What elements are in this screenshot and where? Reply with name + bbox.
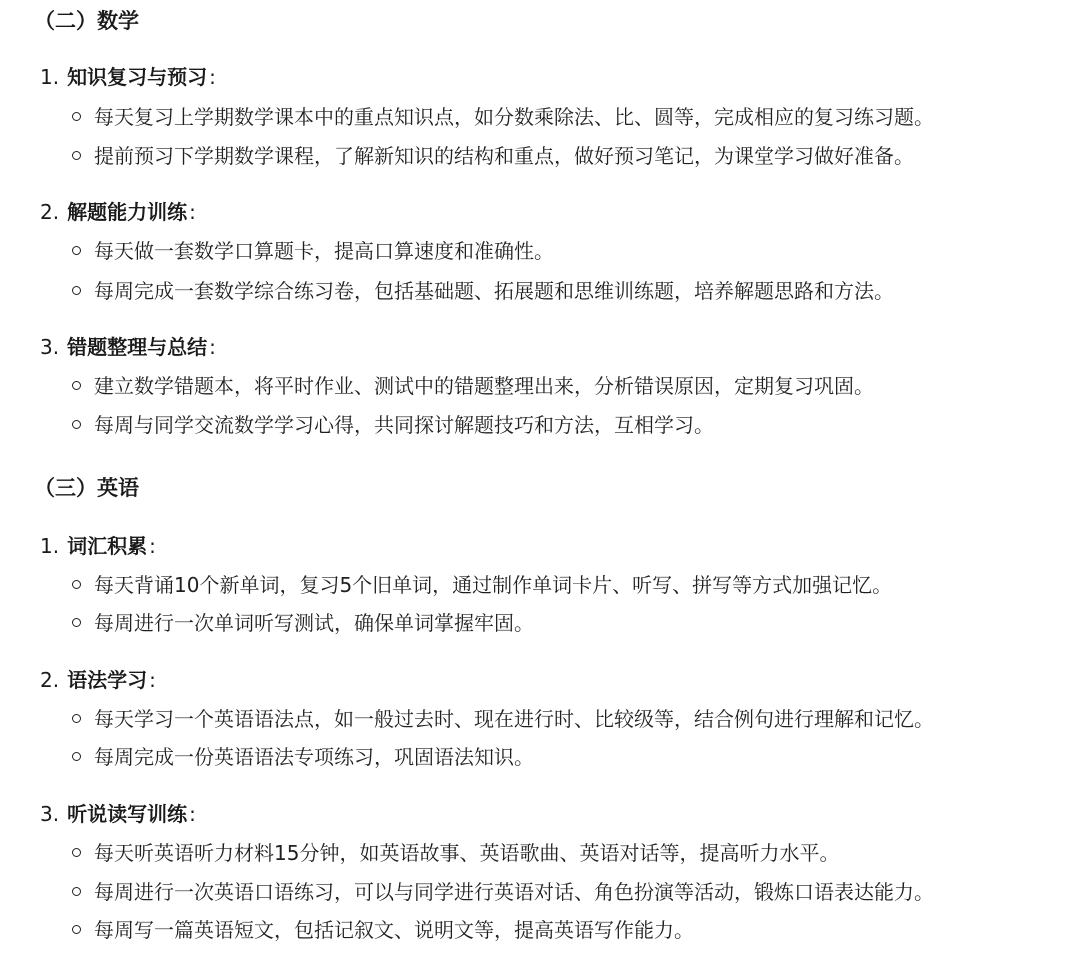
bullet-text: 每周进行一次英语口语练习，可以与同学进行英语对话、角色扮演等活动，锻炼口语表达能力。 [94,880,934,904]
item-heading: 错题整理与总结 [67,335,208,359]
bullet-item [72,705,934,733]
bullet-item [72,878,934,906]
bullet-item [72,103,934,131]
item-colon: : [209,65,216,89]
bullet-text: 每天背诵10个新单词，复习5个旧单词，通过制作单词卡片、听写、拼写等方式加强记忆。 [94,573,893,597]
bullet-text: 建立数学错题本，将平时作业、测试中的错题整理出来，分析错误原因，定期复习巩固。 [94,374,874,398]
item-heading: 语法学习 [67,668,148,692]
bullet-icon [72,112,81,121]
item-title-math-1 [40,63,216,91]
bullet-icon [72,752,81,761]
item-heading: 听说读写训练 [67,802,188,826]
bullet-item [72,237,554,265]
item-colon: : [209,335,216,359]
bullet-icon [72,381,81,390]
bullet-item [72,743,534,771]
bullet-icon [72,618,81,627]
bullet-text: 每天做一套数学口算题卡，提高口算速度和准确性。 [94,239,554,263]
bullet-text: 每周完成一套数学综合练习卷，包括基础题、拓展题和思维训练题，培养解题思路和方法。 [94,279,894,303]
bullet-icon [72,714,81,723]
item-title-english-2 [40,666,156,694]
bullet-item [72,839,839,867]
bullet-item [72,571,892,599]
item-colon: : [149,668,156,692]
bullet-icon [72,887,81,896]
section-title-math: （二）数学 [34,9,139,33]
item-title-math-3 [40,333,216,361]
bullet-text: 每周完成一份英语语法专项练习，巩固语法知识。 [94,745,534,769]
bullet-icon [72,580,81,589]
bullet-icon [72,286,81,295]
bullet-icon [72,848,81,857]
bullet-item [72,609,534,637]
bullet-item [72,277,894,305]
item-heading: 解题能力训练 [67,200,188,224]
item-number: 2. [40,668,60,692]
item-number: 1. [40,65,60,89]
bullet-text: 每周写一篇英语短文，包括记叙文、说明文等，提高英语写作能力。 [94,918,694,942]
bullet-text: 每周进行一次单词听写测试，确保单词掌握牢固。 [94,611,534,635]
item-title-english-3 [40,800,196,828]
bullet-item [72,916,694,944]
section-title-english: （三）英语 [34,476,139,500]
bullet-text: 每周与同学交流数学学习心得，共同探讨解题技巧和方法，互相学习。 [94,413,714,437]
bullet-icon [72,246,81,255]
bullet-text: 每天复习上学期数学课本中的重点知识点，如分数乘除法、比、圆等，完成相应的复习练习题。 [94,105,934,129]
bullet-item [72,142,914,170]
item-heading: 知识复习与预习 [67,65,208,89]
item-number: 2. [40,200,60,224]
bullet-item [72,411,714,439]
item-heading: 词汇积累 [67,534,148,558]
bullet-text: 每天学习一个英语语法点，如一般过去时、现在进行时、比较级等，结合例句进行理解和记忆。 [94,707,934,731]
bullet-text: 每天听英语听力材料15分钟，如英语故事、英语歌曲、英语对话等，提高听力水平。 [94,841,840,865]
bullet-item [72,372,874,400]
item-number: 3. [40,335,60,359]
item-colon: : [189,200,196,224]
item-title-math-2 [40,198,196,226]
bullet-text: 提前预习下学期数学课程，了解新知识的结构和重点，做好预习笔记，为课堂学习做好准备。 [94,144,914,168]
item-number: 3. [40,802,60,826]
item-colon: : [189,802,196,826]
bullet-icon [72,420,81,429]
bullet-icon [72,151,81,160]
item-title-english-1 [40,532,156,560]
bullet-icon [72,925,81,934]
item-colon: : [149,534,156,558]
item-number: 1. [40,534,60,558]
